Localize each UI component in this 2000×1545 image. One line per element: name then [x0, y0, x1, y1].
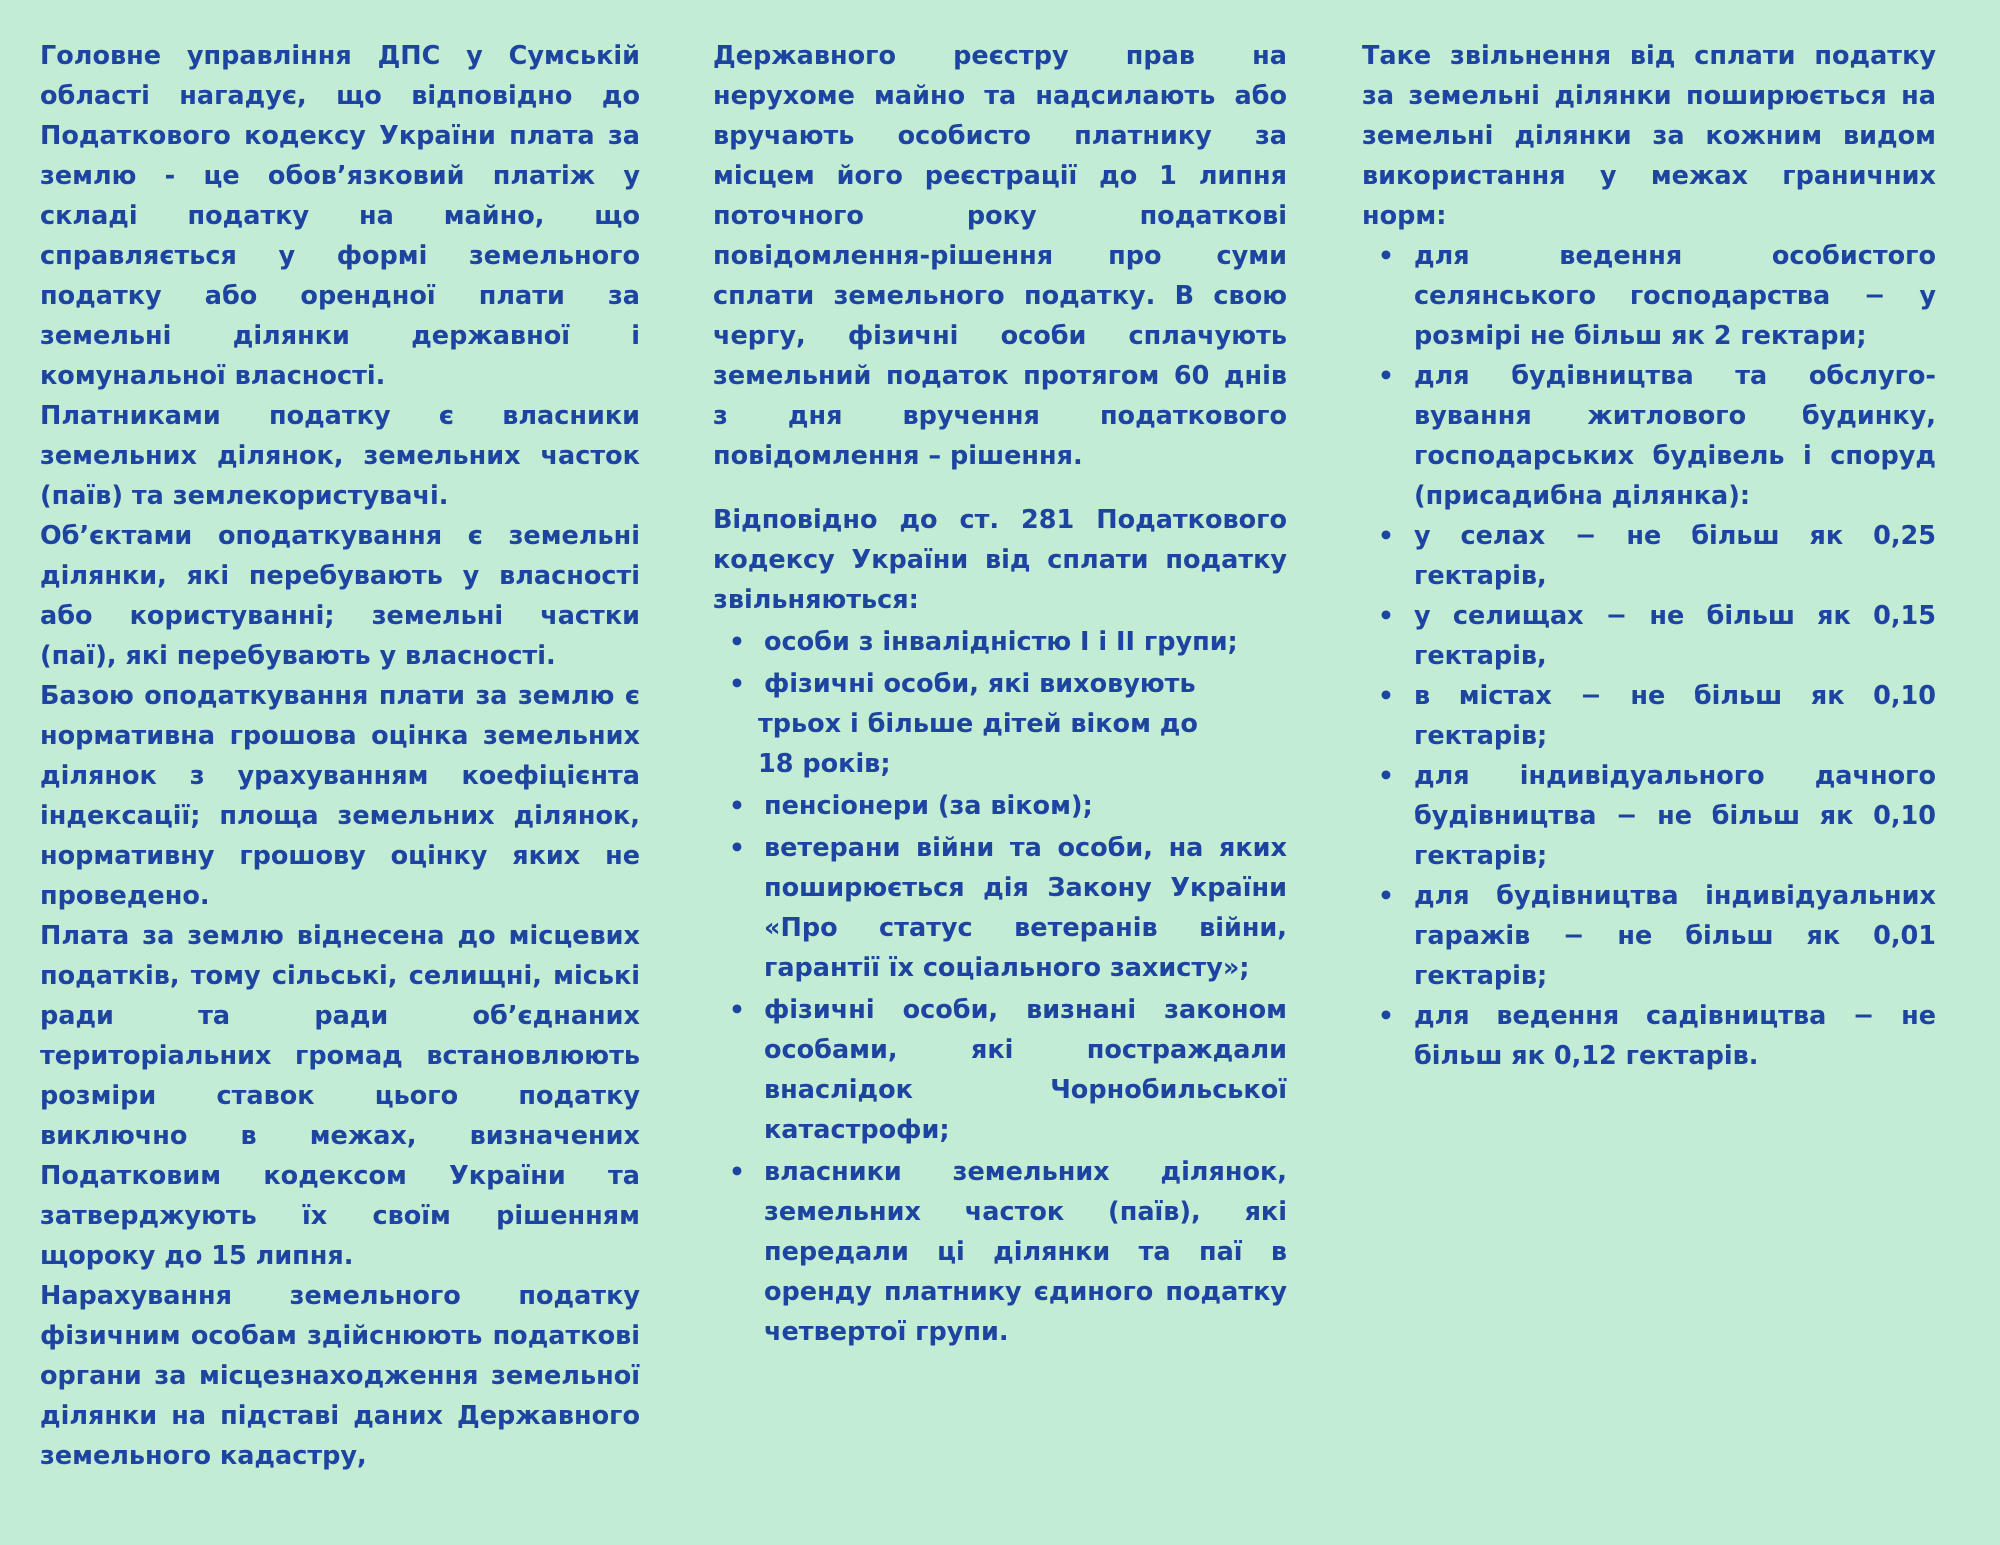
- column-middle: [713, 36, 1287, 1352]
- payers-paragraph: Платниками податку є власники земельних ділянок, земельних часток (паїв) та землекористувачі.: [40, 401, 640, 511]
- registry-paragraph: Державного реєстру прав на нерухоме майно та надсилають або вручають особисто платнику за місцем його реєстрації до 1 липня поточного року податкові повідомлення-рішення про суми сплати земельного податку. В свою чергу, фізичні особи сплачують земельний податок протягом 60 днів з дня вручення податкового повідомлення – рішення.: [713, 41, 1287, 471]
- list-item-line: • фізичні особи, які виховують: [764, 669, 1196, 699]
- land-norms-list: [1362, 236, 1936, 1076]
- list-item: • в містах − не більш як 0,10 гектарів;: [1362, 676, 1936, 756]
- list-item: [713, 664, 1287, 784]
- exemption-scope-lead: Таке звільнення від сплати податку за земельні ділянки поширюється на земельні ділянки за кожним видом використання у межах граничних норм:: [1362, 41, 1936, 231]
- list-item: • для ведення особистого селянського господарства − у розмірі не більш як 2 гектари;: [1362, 236, 1936, 356]
- list-item: • для індивідуального дачного будівництва − не більш як 0,10 гектарів;: [1362, 756, 1936, 876]
- list-item: • пенсіонери (за віком);: [713, 786, 1287, 826]
- exemptions-list: [713, 622, 1287, 1352]
- objects-paragraph: Об’єктами оподаткування є земельні ділянки, які перебувають у власності або користуванні; земельні частки (паї), які перебувають у власності.: [40, 521, 640, 671]
- assessment-paragraph: Нарахування земельного податку фізичним особам здійснюють податкові органи за місцезнаходження земельної ділянки на підставі даних Державного земельного кадастру,: [40, 1281, 640, 1471]
- exemptions-lead: Відповідно до ст. 281 Податкового кодексу України від сплати податку звільняються:: [713, 505, 1287, 615]
- tax-base-paragraph: Базою оподаткування плати за землю є нормативна грошова оцінка земельних ділянок з урахуванням коефіцієнта індексації; площа земельних ділянок, нормативну грошову оцінку яких не проведено.: [40, 681, 640, 911]
- list-item: • у селах − не більш як 0,25 гектарів,: [1362, 516, 1936, 596]
- list-item: • для будівництва та обслуго-вування житлового будинку, господарських будівель і споруд (присадибна ділянка):: [1362, 356, 1936, 516]
- list-item: • у селищах − не більш як 0,15 гектарів,: [1362, 596, 1936, 676]
- intro-paragraph: Головне управління ДПС у Сумській області нагадує, що відповідно до Податкового кодексу України плата за землю - це обов’язковий платіж у складі податку на майно, що справляється у формі земельного податку або орендної плати за земельні ділянки державної і комунальної власності.: [40, 41, 640, 391]
- list-item: • ветерани війни та особи, на яких поширюється дія Закону України «Про статус ветеранів війни, гарантії їх соціального захисту»;: [713, 828, 1287, 988]
- column-right: [1362, 36, 1936, 1076]
- list-item: • для ведення садівництва − не більш як 0,12 гектарів.: [1362, 996, 1936, 1076]
- list-item: • особи з інвалідністю I і II групи;: [713, 622, 1287, 662]
- local-taxes-paragraph: Плата за землю віднесена до місцевих податків, тому сільські, селищні, міські ради та ради об’єднаних територіальних громад встановлюють розміри ставок цього податку виключно в межах, визначених Податковим кодексом України та затверджують їх своїм рішенням щороку до 15 липня.: [40, 921, 640, 1271]
- list-item-line: трьох і більше дітей віком до: [758, 709, 1198, 739]
- list-item: • власники земельних ділянок, земельних часток (паїв), які передали ці ділянки та паї в оренду платнику єдиного податку четвертої групи.: [713, 1152, 1287, 1352]
- list-item: • фізичні особи, визнані законом особами, які постраждали внаслідок Чорнобильської катастрофи;: [713, 990, 1287, 1150]
- list-item: • для будівництва індивідуальних гаражів − не більш як 0,01 гектарів;: [1362, 876, 1936, 996]
- list-item-line: 18 років;: [758, 749, 891, 779]
- column-left: [40, 36, 640, 1476]
